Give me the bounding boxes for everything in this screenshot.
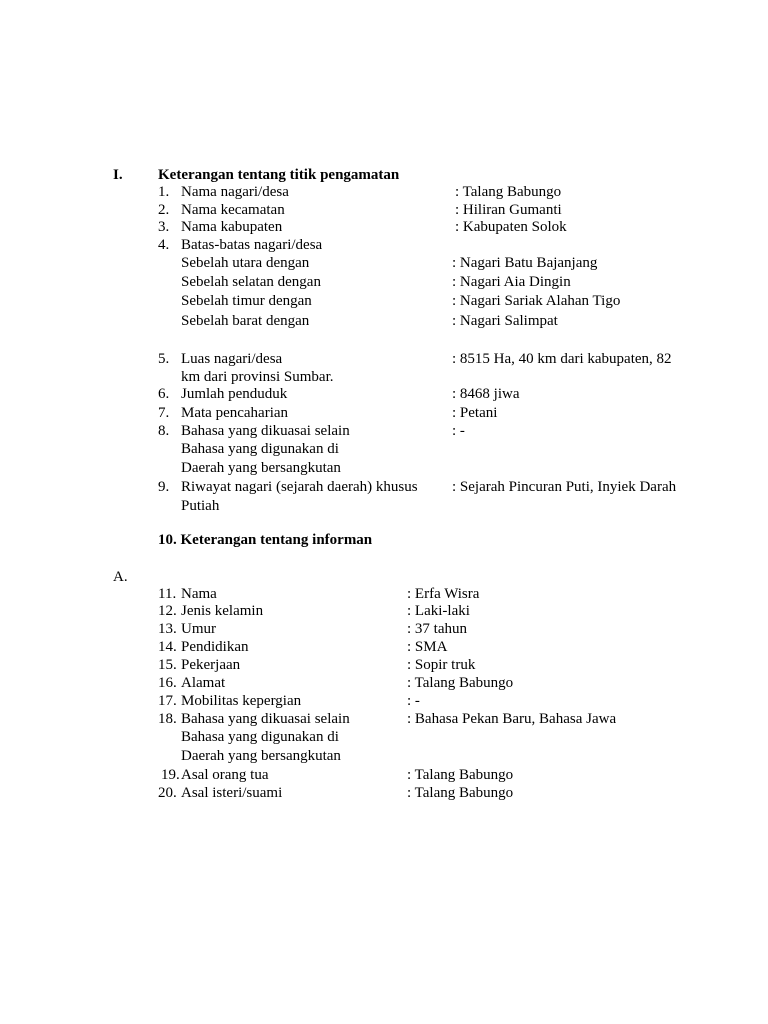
item-number: 17. [158, 693, 177, 709]
item-label: Nama kabupaten [181, 219, 283, 235]
item-number: 7. [158, 405, 170, 421]
item-number: 2. [158, 202, 170, 218]
item-number: 16. [158, 675, 177, 691]
item-value: : - [407, 693, 420, 709]
item-label: Riwayat nagari (sejarah daerah) khusus [181, 479, 418, 495]
item-number: 9. [158, 479, 170, 495]
item-label: Nama kecamatan [181, 202, 285, 218]
item-value: : 8515 Ha, 40 km dari kabupaten, 82 [452, 351, 672, 367]
border-label: Sebelah timur dengan [181, 293, 312, 309]
item-label: Batas-batas nagari/desa [181, 237, 323, 253]
item-value: : Talang Babungo [407, 785, 514, 801]
item-label: Pendidikan [181, 639, 249, 655]
border-value: : Nagari Salimpat [452, 313, 558, 329]
section-roman-numeral: I. [113, 167, 123, 183]
item-number: 8. [158, 423, 170, 439]
item-value: : Petani [452, 405, 498, 421]
item-label: Mata pencaharian [181, 405, 289, 421]
item-number: 19. [161, 767, 180, 783]
item-value: : Sejarah Pincuran Puti, Inyiek Darah [452, 479, 677, 495]
item-value: : Talang Babungo [455, 184, 562, 200]
item-value: : SMA [407, 639, 448, 655]
item-label-continuation: Putiah [181, 498, 220, 514]
subsection-letter: A. [113, 569, 128, 585]
informant-heading: 10. Keterangan tentang informan [158, 532, 373, 548]
item-value: : Kabupaten Solok [455, 219, 567, 235]
item-number: 14. [158, 639, 177, 655]
item-number: 3. [158, 219, 170, 235]
item-label: Bahasa yang dikuasai selain [181, 711, 350, 727]
item-label: Alamat [181, 675, 226, 691]
item-number: 5. [158, 351, 170, 367]
item-label-continuation: Daerah yang bersangkutan [181, 748, 341, 764]
item-value: : Laki-laki [407, 603, 470, 619]
item-value: : Talang Babungo [407, 767, 514, 783]
item-label: Jumlah penduduk [181, 386, 288, 402]
item-number: 11. [158, 586, 177, 602]
item-label-continuation: Daerah yang bersangkutan [181, 460, 341, 476]
item-value: : 8468 jiwa [452, 386, 520, 402]
item-label: Mobilitas kepergian [181, 693, 302, 709]
item-number: 4. [158, 237, 170, 253]
item-number: 15. [158, 657, 177, 673]
item-label: Jenis kelamin [181, 603, 264, 619]
item-number: 20. [158, 785, 177, 801]
item-value: : Talang Babungo [407, 675, 514, 691]
item-value: : Hiliran Gumanti [455, 202, 562, 218]
item-label-continuation: Bahasa yang digunakan di [181, 729, 339, 745]
item-label: Umur [181, 621, 216, 637]
border-label: Sebelah utara dengan [181, 255, 310, 271]
item-label: Nama nagari/desa [181, 184, 289, 200]
item-value: : 37 tahun [407, 621, 467, 637]
item-value: : Sopir truk [407, 657, 476, 673]
item-value: : Erfa Wisra [407, 586, 480, 602]
item-label: Luas nagari/desa [181, 351, 283, 367]
item-number: 6. [158, 386, 170, 402]
item-number: 13. [158, 621, 177, 637]
border-label: Sebelah barat dengan [181, 313, 310, 329]
item-label: Bahasa yang dikuasai selain [181, 423, 350, 439]
item-value-continuation: km dari provinsi Sumbar. [181, 369, 334, 385]
item-value: : Bahasa Pekan Baru, Bahasa Jawa [407, 711, 617, 727]
border-label: Sebelah selatan dengan [181, 274, 321, 290]
item-number: 12. [158, 603, 177, 619]
item-label: Pekerjaan [181, 657, 241, 673]
border-value: : Nagari Sariak Alahan Tigo [452, 293, 621, 309]
border-value: : Nagari Batu Bajanjang [452, 255, 598, 271]
border-value: : Nagari Aia Dingin [452, 274, 571, 290]
item-number: 1. [158, 184, 170, 200]
item-label: Asal orang tua [181, 767, 269, 783]
item-value: : - [452, 423, 465, 439]
section-heading: Keterangan tentang titik pengamatan [158, 167, 400, 183]
item-number: 18. [158, 711, 177, 727]
item-label: Nama [181, 586, 217, 602]
item-label: Asal isteri/suami [181, 785, 283, 801]
item-label-continuation: Bahasa yang digunakan di [181, 441, 339, 457]
